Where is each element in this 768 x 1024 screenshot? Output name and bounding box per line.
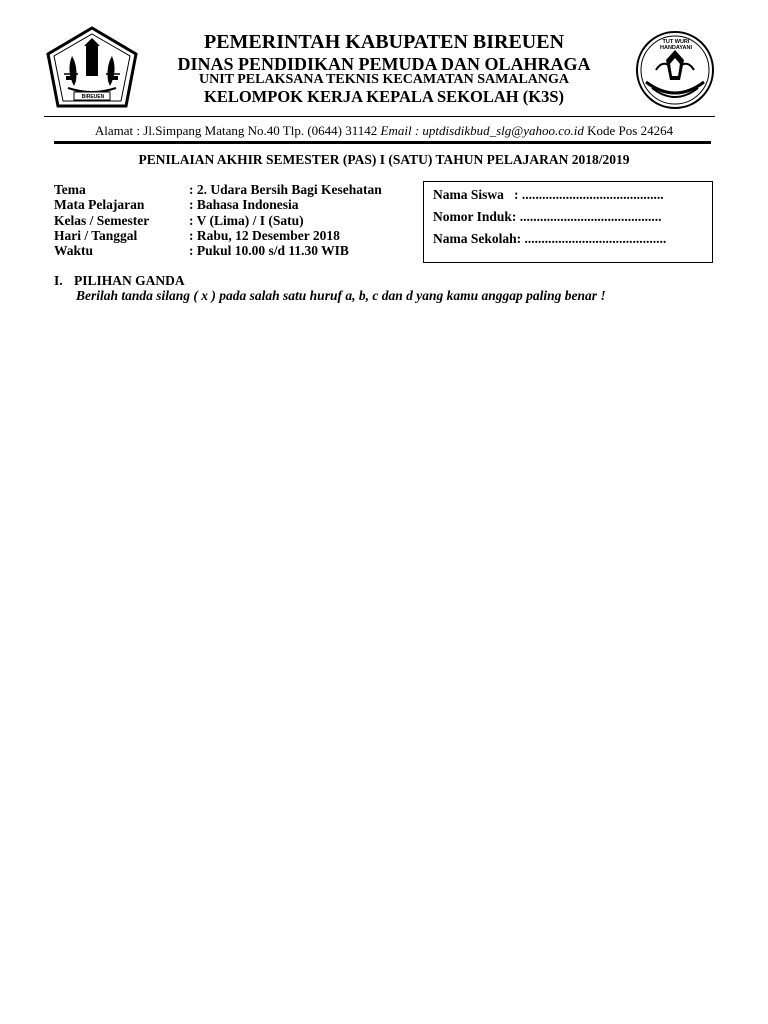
info-value: : V (Lima) / I (Satu) <box>189 213 304 228</box>
left-logo-text: BIREUEN <box>81 94 105 100</box>
email-label: Email : <box>380 123 420 138</box>
field-separator: : <box>503 187 522 202</box>
header-department: DINAS PENDIDIKAN PEMUDA DAN OLAHRAGA <box>177 54 591 74</box>
field-blank: .......................................... <box>519 209 662 224</box>
section-instruction: Berilah tanda silang ( x ) pada salah satu huruf a, b, c dan d yang kamu anggap paling benar ! <box>76 288 606 303</box>
field-separator: : <box>511 209 520 224</box>
header-k3s: KELOMPOK KERJA KEPALA SEKOLAH (K3S) <box>204 87 564 106</box>
field-blank: .......................................... <box>524 231 667 246</box>
postal-code: Kode Pos 24264 <box>587 123 674 138</box>
info-value: : Rabu, 12 Desember 2018 <box>189 228 340 243</box>
right-logo-text: TUT WURI HANDAYANI <box>660 39 692 51</box>
info-label: Hari / Tanggal <box>54 228 138 243</box>
school-name-field[interactable] <box>433 231 666 247</box>
field-label: Nomor Induk <box>433 209 512 224</box>
info-label: Kelas / Semester <box>54 213 150 228</box>
address-prefix: Alamat : Jl.Simpang Matang No.40 Tlp. (0644) 31142 <box>94 123 378 138</box>
email-address: uptdisdikbud_slg@yahoo.co.id <box>422 123 584 138</box>
exam-title: PENILAIAN AKHIR SEMESTER (PAS) I (SATU) TAHUN PELAJARAN 2018/2019 <box>138 152 630 167</box>
field-separator: : <box>516 231 525 246</box>
info-label: Mata Pelajaran <box>54 197 145 212</box>
field-blank: .......................................... <box>521 187 664 202</box>
info-value: : Pukul 10.00 s/d 11.30 WIB <box>189 243 349 258</box>
section-title: PILIHAN GANDA <box>74 273 185 288</box>
student-id-field[interactable] <box>433 209 662 225</box>
field-label: Nama Sekolah <box>433 231 517 246</box>
info-value: : 2. Udara Bersih Bagi Kesehatan <box>189 182 382 197</box>
student-name-field[interactable] <box>433 187 664 203</box>
address-divider <box>54 141 711 144</box>
section-number: I. <box>54 273 63 288</box>
info-label: Waktu <box>54 243 94 258</box>
section-heading <box>54 273 185 289</box>
field-label: Nama Siswa <box>433 187 504 202</box>
info-label: Tema <box>54 182 86 197</box>
info-value: : Bahasa Indonesia <box>189 197 299 212</box>
header-unit: UNIT PELAKSANA TEKNIS KECAMATAN SAMALANGA <box>198 72 569 87</box>
header-government: PEMERINTAH KABUPATEN BIREUEN <box>203 31 565 53</box>
header-divider <box>44 116 715 117</box>
student-identity-box <box>423 181 713 263</box>
address-line <box>0 123 768 139</box>
